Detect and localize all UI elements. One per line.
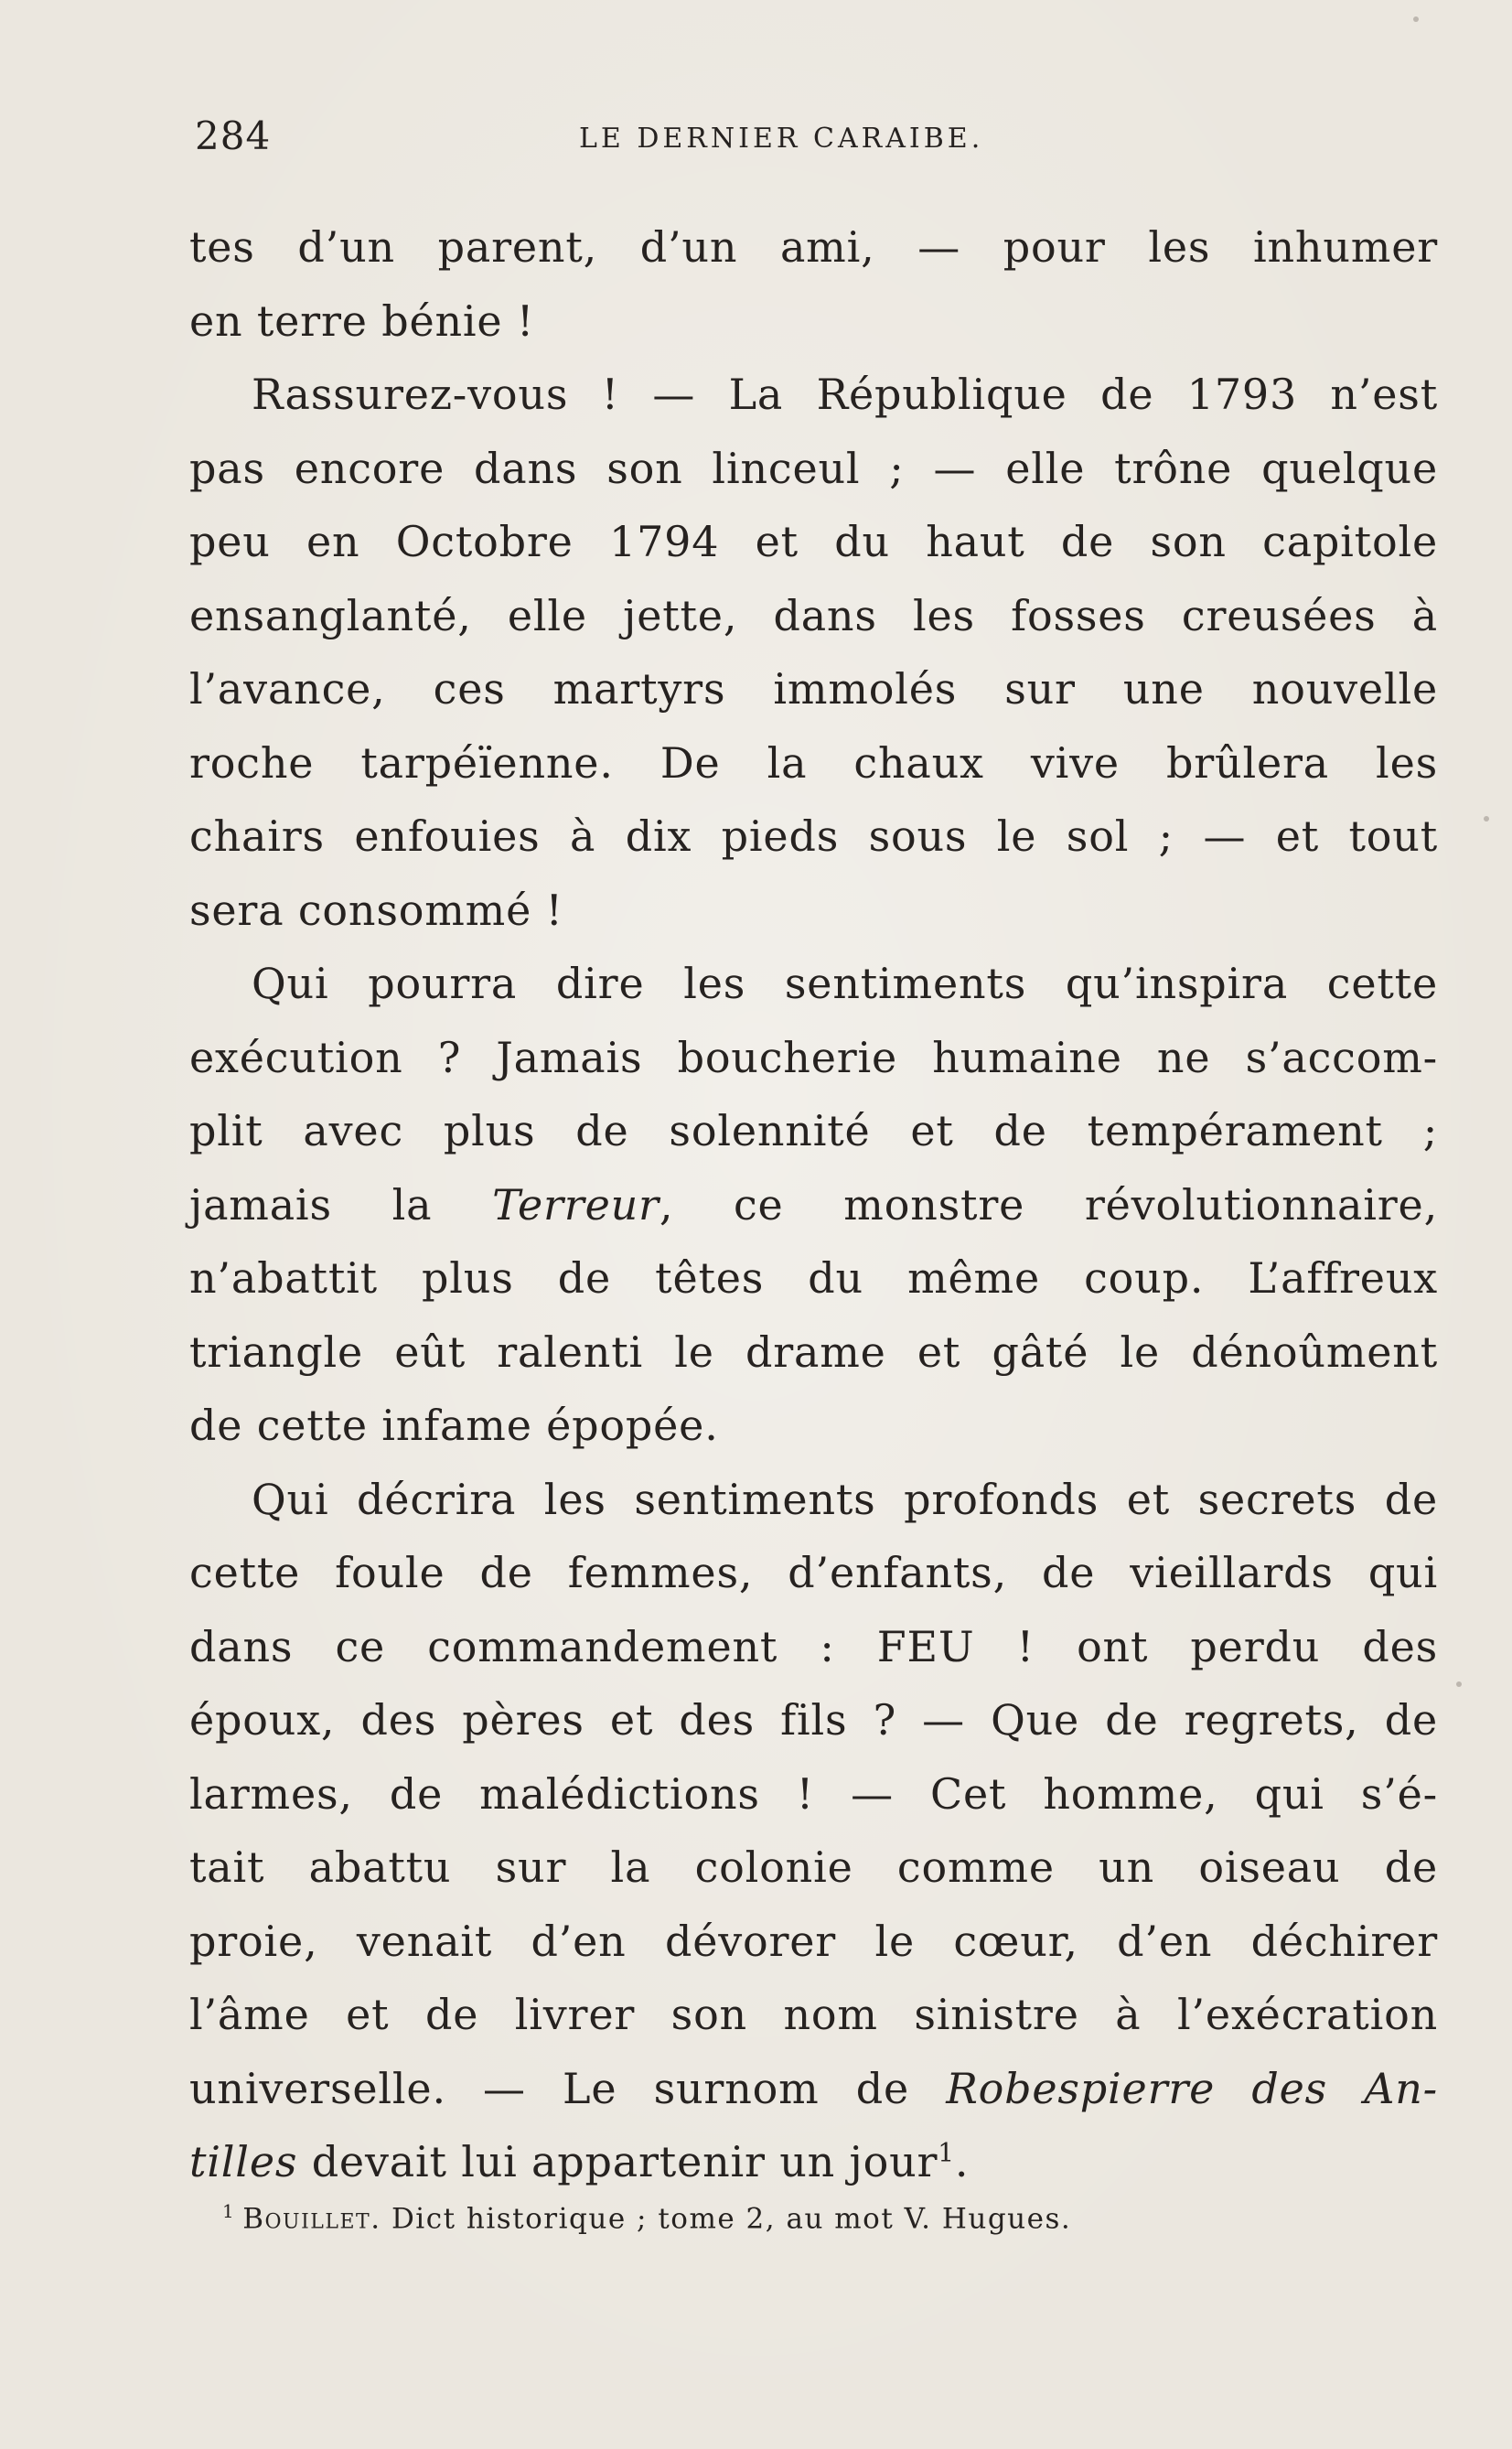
text-line: sera consommé ! xyxy=(189,885,563,935)
text-run: universelle. — Le surnom de xyxy=(189,2063,947,2113)
text-line: tes d’un parent, d’un ami, — pour les inhumer xyxy=(189,222,1438,272)
italic-term-terreur: Terreur xyxy=(492,1179,659,1230)
text-line: Qui décrira les sentiments profonds et secrets de xyxy=(252,1474,1438,1524)
text-run: . xyxy=(954,2137,970,2186)
text-line: n’abattit plus de têtes du même coup. L’affreux xyxy=(189,1253,1438,1303)
footnote-author: Bouillet. xyxy=(242,2202,381,2236)
paper-speck xyxy=(1413,16,1419,22)
text-line xyxy=(189,2052,1438,2126)
text-line: Rassurez-vous ! — La République de 1793 n’est xyxy=(252,370,1438,419)
italic-term-antilles: tilles xyxy=(189,2137,298,2186)
text-line xyxy=(189,2125,1438,2199)
text-line: l’avance, ces martyrs immolés sur une nouvelle xyxy=(189,664,1438,714)
text-line: peu en Octobre 1794 et du haut de son capitole xyxy=(189,517,1438,566)
text-line: larmes, de malédictions ! — Cet homme, qui s’é- xyxy=(189,1768,1438,1819)
running-title: LE DERNIER CARAIBE. xyxy=(579,123,984,155)
text-line: ensanglanté, elle jette, dans les fosses creusées à xyxy=(189,590,1438,640)
text-line: pas encore dans son linceul ; — elle trône quelque xyxy=(189,443,1438,493)
footnote-text: Dict historique ; tome 2, au mot V. Hugues. xyxy=(381,2202,1072,2236)
text-run: jamais la xyxy=(189,1179,493,1230)
text-line: triangle eût ralenti le drame et gâté le dénoûment xyxy=(189,1327,1438,1377)
body-text xyxy=(189,210,1438,2199)
italic-term-robespierre: Robespierre des An- xyxy=(946,2063,1439,2113)
footnote xyxy=(222,2200,1071,2235)
text-line: dans ce commandement : FEU ! ont perdu des xyxy=(189,1621,1438,1671)
text-line: plit avec plus de solennité et de tempérament ; xyxy=(189,1106,1438,1155)
text-line: chairs enfouies à dix pieds sous le sol ; — et tout xyxy=(189,811,1438,861)
paper-speck xyxy=(1456,1681,1462,1687)
page-header xyxy=(195,110,1439,165)
page-number: 284 xyxy=(195,113,272,158)
text-line: en terre bénie ! xyxy=(189,295,535,346)
text-run: , ce monstre révolutionnaire, xyxy=(659,1179,1439,1230)
text-line: roche tarpéïenne. De la chaux vive brûlera les xyxy=(189,737,1438,788)
text-line: Qui pourra dire les sentiments qu’inspira cette xyxy=(252,959,1438,1008)
text-run: devait lui appartenir un jour xyxy=(297,2137,938,2186)
text-line: l’âme et de livrer son nom sinistre à l’exécration xyxy=(189,1990,1438,2039)
text-line: proie, venait d’en dévorer le cœur, d’en déchirer xyxy=(189,1916,1438,1966)
text-line: exécution ? Jamais boucherie humaine ne s’accom- xyxy=(189,1032,1438,1082)
text-line: cette foule de femmes, d’enfants, de vieillards qui xyxy=(189,1548,1438,1597)
footnote-number: 1 xyxy=(222,2200,236,2222)
text-line: époux, des pères et des fils ? — Que de regrets, de xyxy=(189,1695,1438,1745)
footnote-reference[interactable]: 1 xyxy=(938,2137,955,2168)
text-line: de cette infame épopée. xyxy=(189,1401,719,1450)
text-line xyxy=(189,1168,1438,1242)
paper-speck xyxy=(1484,816,1489,822)
text-line: tait abattu sur la colonie comme un oiseau de xyxy=(189,1842,1438,1892)
